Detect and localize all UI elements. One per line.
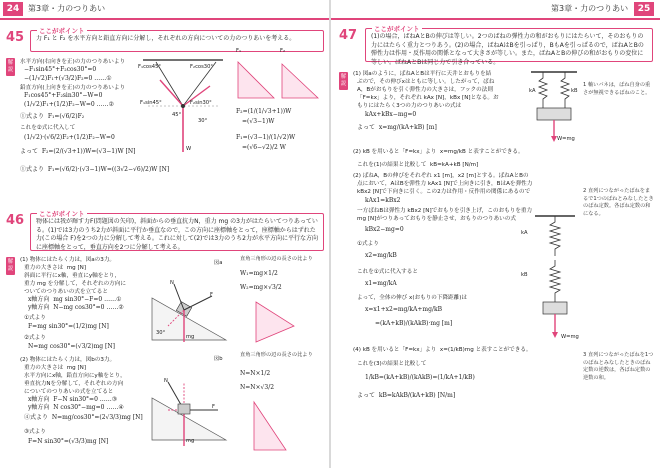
q47-line: =(kA+kB)/(kAkB)·mg [m]: [375, 320, 453, 327]
q45-line-3: −(1/√2)F₁+(√3/2)F₂=0 ……①: [24, 75, 112, 82]
q46-p1-line: 重力 mg を分解して，それぞれの方向に: [24, 281, 126, 287]
q46-p2-line: y軸方向 N cos30°−mg=0 ……④: [28, 404, 124, 411]
q45-line-8: これを②式に代入して: [20, 125, 76, 131]
diagram-label: kB: [571, 88, 578, 94]
margin-note-3: 3 直列につながったばねを1つのばねとみなしたときのばね定数の逆数は，各ばね定数の逆数の和。: [583, 352, 654, 381]
diagram-label: kA: [529, 88, 536, 94]
diagram-label: W=mg: [557, 136, 575, 142]
diagram-label: F₂cos30°: [190, 64, 213, 70]
side-label: F₁: [236, 48, 242, 54]
diagram-label: kB: [521, 272, 528, 278]
q46-p2-line: ④式より N=mg/cos30°=(2√3/3)mg [N]: [24, 414, 143, 421]
q45-side-triangles: [234, 58, 322, 102]
right-page: [331, 0, 660, 468]
diagram-label: F: [212, 404, 215, 410]
q45-line-7: ①式より F₁=(√6/2)F₂: [20, 113, 85, 120]
answer-tag-46: 解 説: [6, 257, 15, 275]
q47-spring-diagram-a: [529, 68, 579, 144]
side-triangle-a: [250, 298, 310, 346]
side-label: F₂: [280, 48, 286, 54]
q47-line: mg [N]がつりあっておもりを静止させ，おもりのつりあいの式: [357, 216, 516, 222]
diagram-label: N: [170, 280, 174, 286]
diagram-label: kA: [521, 230, 528, 236]
left-header: [0, 0, 329, 20]
q45-line-4: 鉛直方向(上向きを正)の力のつりあいより: [20, 85, 126, 91]
q46-p1-line: ②式より: [24, 335, 46, 341]
side-triangle-b: [246, 398, 306, 454]
question-number-47: 47: [339, 28, 358, 43]
q46-p2-line: についてのつりあいの式を立てると: [24, 389, 114, 395]
question-number-45: 45: [6, 30, 25, 45]
q47-line: 点において，AはBを弾性力 kAx1 [N]で上向きに引き，BはAを弾性力: [357, 181, 533, 187]
side-note-head: 直角三角形の辺の長さの比より: [240, 256, 313, 262]
q46-p1-line: F=mg sin30°=(1/2)mg [N]: [28, 323, 109, 330]
q47-line: x=x1+x2=mg/kA+mg/kB: [365, 306, 443, 313]
side-eq: =(√3−1)W: [242, 118, 275, 125]
diagram-label: 45°: [172, 112, 182, 118]
left-page: [0, 0, 329, 468]
point-text: 力 F₁ と F₂ を水平方向と鉛直方向に分解し，それぞれの方向についての力のつりあいを考える。: [36, 35, 296, 42]
diagram-label: F₁cos45°: [138, 64, 161, 70]
q47-line: (2) kB を用いると「F=kx」より x=mg/kB と表すことができる。: [353, 149, 524, 155]
diagram-label: W: [186, 146, 192, 152]
answer-tag-47: 解 説: [339, 72, 348, 90]
q47-line: A，Bがおもりを引く弾性力の大きさは，フックの法則: [357, 87, 493, 93]
point-title: ここがポイント: [39, 27, 85, 35]
q47-line: kBx2 [N]で下向きに引く。この2力は作用・反作用の関係にあるので: [357, 189, 531, 195]
point-title: ここがポイント: [374, 25, 420, 33]
question-number-46: 46: [6, 213, 25, 228]
diagram-label: 30°: [156, 330, 166, 336]
q46-p1-line: N=mg cos30°=(√3/2)mg [N]: [28, 343, 115, 350]
chapter-title: 第3章・力のつりあい: [551, 4, 629, 13]
q46-p2-line: 垂直抗力Nを分解して，それぞれの方向: [24, 381, 124, 387]
q47-line: よって，全体の伸び x(おもりの下降距離)は: [357, 295, 468, 301]
diagram-label: 30°: [198, 118, 208, 124]
q46-p2-line: ③式より: [24, 429, 46, 435]
q46-p2-line: x軸方向 F−N sin30°=0 ……③: [28, 396, 118, 403]
q45-line-5: F₁cos45°+F₂sin30°−W=0: [24, 92, 103, 99]
q46-p1-line: (1) 物体にはたらく力は，図aの3力。: [20, 257, 116, 263]
q46-p1-line: 重力の大きさは mg [N]: [24, 265, 87, 271]
q47-line: これを①式に代入すると: [357, 269, 418, 275]
q45-line-10: よって F₂=(2/(√3+1))W=(√3−1)W [N]: [20, 148, 136, 155]
q45-line-9: (1/√2)·(√6/2)F₂+(1/2)F₂−W=0: [24, 134, 115, 141]
q47-line: 「F=kx」より，それぞれ kAx [N]，kBx [N]となる。お: [357, 95, 499, 101]
q45-line-1: 水平方向(右向きを正)の力のつりあいより: [20, 59, 126, 65]
q47-line: ぶので，その伸びxはともに等しい。したがって，ばね: [357, 79, 495, 85]
side-eq: F₂=(1/(1/√3+1))W: [236, 108, 292, 115]
side-eq: F₁=(√3−1)/(1/√2)W: [236, 134, 296, 141]
q47-line: よって kB=kAkB/(kA+kB) [N/m]: [357, 392, 456, 399]
diagram-label: N: [164, 378, 168, 384]
q47-line: もりにはたらく3つの力のつりあいの式は: [357, 103, 462, 109]
diagram-label: 図a: [214, 260, 223, 266]
diagram-label: F₁sin45°: [140, 100, 162, 106]
q46-p1-line: ついてのつりあいの式を立てると: [24, 289, 108, 295]
q46-p2-line: F=N sin30°=(√3/3)mg [N]: [28, 438, 109, 445]
diagram-label: F₂sin30°: [190, 100, 212, 106]
q47-line: 1/kB=(kA+kB)/(kAkB)=(1/kA+1/kB): [365, 374, 475, 381]
q46-p1-line: x軸方向 mg sin30°−F=0 ……①: [28, 296, 122, 303]
margin-note-1: 1 軸いバネは，ばね自身の重さが無視できるばねのこと。: [583, 82, 651, 96]
q46-diagram-b: [150, 352, 230, 448]
side-note-head: 直角三角形の辺の長さの比より: [240, 352, 313, 358]
side-eq: W₂=mg×√3/2: [240, 284, 282, 291]
page-number: 25: [634, 2, 654, 16]
q47-line: 一方ばねBは弾性力 kBx2 [N]でおもりを引き上げ，このおもりを重力: [357, 208, 533, 214]
point-text: (1)の場合，ばねAとBの伸びは等しい。2つのばねの弾性力の和がおもりにはたらいて，そのおもりの力にはたらく重力とつりあう。(2)の場合，ばねAはBを引っぱり，BもAを引っぱるので，ばねAとBの弾性力は作用・反作用の関係となって大きさが等しい。また，ばねAとBの伸びの和がおもりの変位に等しい。ばねAとBは同じ力で引き合っている。: [371, 33, 644, 66]
chapter-title: 第3章・力のつりあい: [28, 4, 106, 13]
q47-spring-diagram-b: [533, 212, 577, 342]
q47-line: (4) kB を用いると「F=kx」より x=(1/kB)mg と表すことができる。: [353, 347, 532, 353]
q47-line: よって x=mg/(kA+kB) [m]: [357, 124, 437, 131]
diagram-label: W=mg: [561, 334, 579, 340]
q47-line: (1) 図aのように，ばねAとBは平行に天井とおもりを結: [353, 71, 492, 77]
side-eq: =(√6−√2)/2 W: [242, 144, 286, 151]
point-text: 物体には我が輝す力F(問題図の矢印)，斜面からの垂直抗力N，重力 mg の3力がはたらいてつりあっている。(1)では3力のうち2力が斜面に平行か垂直なので，この方向に座標軸をとって，座標軸からはずれた力(この場合 F)を2つの力に分解して考える。これに対して(2)では3力のうち2力が水平方向に平行な方向に座標軸をとって，垂直方向を2つに分解して考える。: [36, 218, 318, 251]
q46-p1-line: y軸方向 N−mg cos30°=0 ……②: [28, 304, 124, 311]
q47-line: x2=mg/kB: [365, 252, 397, 259]
side-eq: N=N×1/2: [240, 370, 271, 377]
q47-line: ①式より: [357, 241, 379, 247]
q47-line: これを(1)の結果と比較して kB=kA+kB [N/m]: [357, 162, 479, 168]
side-eq: W₁=mg×1/2: [240, 270, 278, 277]
q46-p1-line: ①式より: [24, 315, 46, 321]
diagram-label: 図b: [214, 356, 223, 362]
margin-note-2: 2 直列につながったばねをまるで1つのばねとみなしたときのばね定数。各ばね定数の和になる。: [583, 188, 654, 217]
right-header: [331, 0, 660, 20]
q45-line-2: −F₁sin45°+F₂cos30°=0: [24, 66, 97, 73]
point-box-47: [365, 25, 653, 66]
q47-line: これを(3)の結果と比較して: [357, 361, 427, 367]
q46-p1-line: 斜面に平行にx軸，垂直にy軸をとり，: [24, 273, 121, 279]
side-eq: N=N×√3/2: [240, 384, 275, 391]
q47-line: kBx2−mg=0: [365, 226, 404, 233]
q47-line: kAx+kBx−mg=0: [365, 111, 417, 118]
q45-line-6: (1/√2)F₁+(1/2)F₂−W=0 ……②: [24, 101, 114, 108]
q46-p2-line: (2) 物体にはたらく力は，図bの3力。: [20, 357, 116, 363]
page-number: 24: [3, 2, 23, 16]
diagram-label: mg: [186, 438, 195, 444]
q46-p2-line: 重力の大きさは mg [N]: [24, 365, 87, 371]
diagram-label: mg: [186, 334, 195, 340]
q45-line-11: ①式より F₁=(√6/2)·(√3−1)W=((3√2−√6)/2)W [N]: [20, 166, 170, 173]
answer-tag-45: 解 説: [6, 58, 15, 76]
q47-line: x1=mg/kA: [365, 280, 397, 287]
point-box-46: [30, 210, 324, 251]
diagram-label: F: [210, 292, 213, 298]
q46-p2-line: 水平方向にx軸，鉛直方向にy軸をとり，: [24, 373, 126, 379]
q47-line: kAx1=kBx2: [365, 197, 401, 204]
q47-line: (2) ばねA，Bの伸びをそれぞれ x1 [m]，x2 [m]とする。ばねAとBの: [353, 173, 529, 179]
point-title: ここがポイント: [39, 210, 85, 218]
